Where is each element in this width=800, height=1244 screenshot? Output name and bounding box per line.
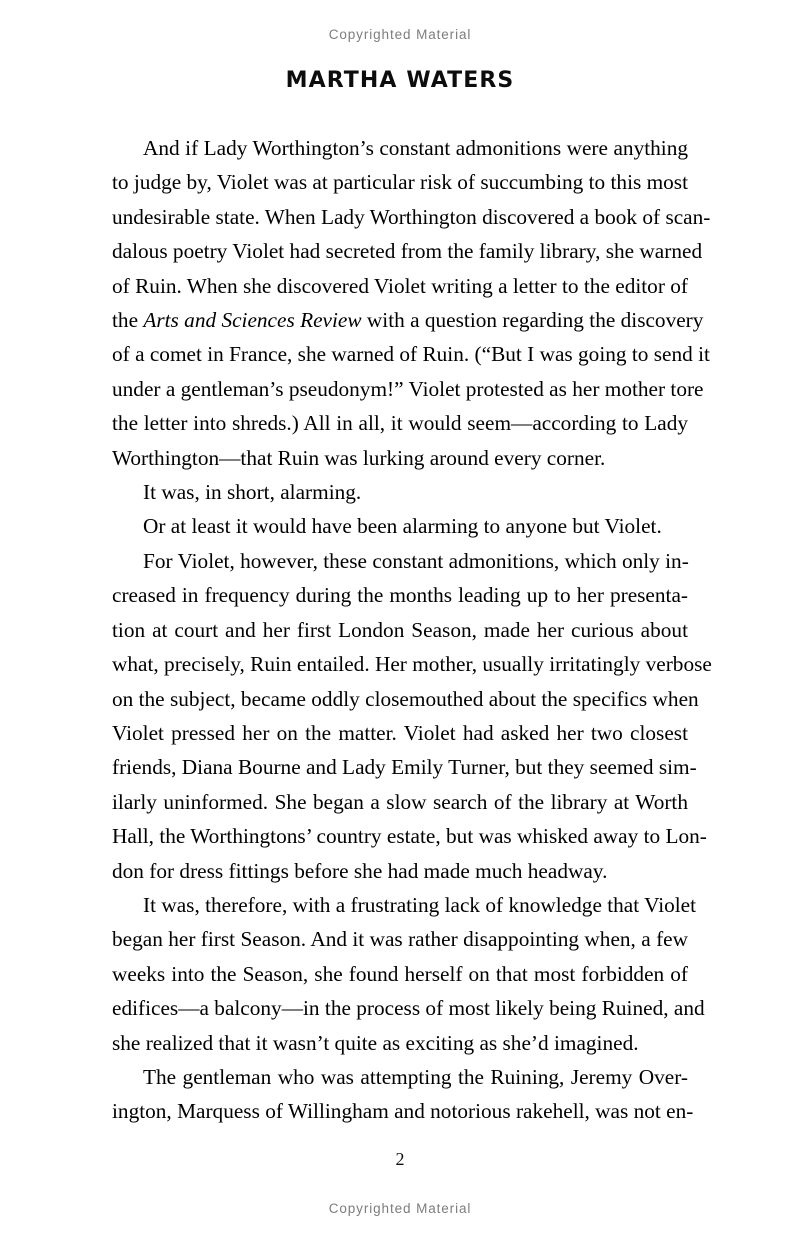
text-line: what, precisely, Ruin entailed. Her mother, usually irritatingly verbose — [112, 652, 712, 677]
paragraph — [112, 888, 705, 1060]
text-line: the letter into shreds.) All in all, it would seem—according to Lady — [112, 411, 688, 436]
text-line: of Ruin. When she discovered Violet writing a letter to the editor of — [112, 273, 688, 298]
text-line: For Violet, however, these constant admonitions, which only in- — [143, 548, 689, 573]
paragraph — [112, 131, 711, 475]
paragraph — [112, 509, 688, 543]
text-line: Worthington—that Ruin was lurking around every corner. — [112, 445, 606, 470]
text-line: under a gentleman’s pseudonym!” Violet protested as her mother tore — [112, 376, 704, 401]
text-line: Hall, the Worthingtons’ country estate, but was whisked away to Lon- — [112, 824, 707, 849]
text-line: she realized that it wasn’t quite as exciting as she’d imagined. — [112, 1030, 639, 1055]
text-line: ilarly uninformed. She began a slow search of the library at Worth — [112, 789, 688, 814]
text-line: And if Lady Worthington’s constant admonitions were anything — [143, 136, 688, 160]
text-line: creased in frequency during the months leading up to her presenta- — [112, 583, 688, 608]
text-line: The gentleman who was attempting the Ruining, Jeremy Over- — [143, 1064, 688, 1089]
body-text-block — [112, 131, 712, 1129]
text-line: It was, in short, alarming. — [143, 480, 362, 505]
text-line: to judge by, Violet was at particular risk of succumbing to this most — [112, 170, 689, 195]
text-line: dalous poetry Violet had secreted from the family library, she warned — [112, 239, 703, 264]
italic-title: Arts and Sciences Review — [143, 308, 362, 333]
text-line: the Arts and Sciences Review with a question regarding the discovery — [112, 308, 704, 333]
copyright-watermark-bottom: Copyrighted Material — [328, 1201, 472, 1216]
paragraph — [112, 544, 712, 888]
running-head-author: MARTHA WATERS — [285, 68, 515, 93]
text-line: Or at least it would have been alarming to anyone but Violet. — [143, 514, 662, 539]
text-line: don for dress fittings before she had made much headway. — [112, 858, 608, 883]
paragraph — [112, 1060, 694, 1129]
page-number: 2 — [395, 1149, 405, 1169]
text-line: tion at court and her first London Season, made her curious about — [112, 617, 688, 642]
text-line: of a comet in France, she warned of Ruin. (“But I was going to send it — [112, 342, 710, 367]
paragraph — [112, 475, 688, 509]
text-line: ington, Marquess of Willingham and notorious rakehell, was not en- — [112, 1099, 694, 1124]
text-line: began her first Season. And it was rather disappointing when, a few — [112, 927, 688, 952]
text-line: Violet pressed her on the matter. Violet had asked her two closest — [112, 720, 688, 745]
text-line: It was, therefore, with a frustrating lack of knowledge that Violet — [143, 892, 697, 917]
text-line: friends, Diana Bourne and Lady Emily Turner, but they seemed sim- — [112, 755, 697, 780]
text-line: weeks into the Season, she found herself on that most forbidden of — [112, 961, 688, 986]
text-line: on the subject, became oddly closemouthed about the specifics when — [112, 686, 699, 711]
text-line: undesirable state. When Lady Worthington discovered a book of scan- — [112, 204, 711, 229]
copyright-watermark-top: Copyrighted Material — [328, 27, 472, 42]
text-line: edifices—a balcony—in the process of most likely being Ruined, and — [112, 996, 705, 1021]
